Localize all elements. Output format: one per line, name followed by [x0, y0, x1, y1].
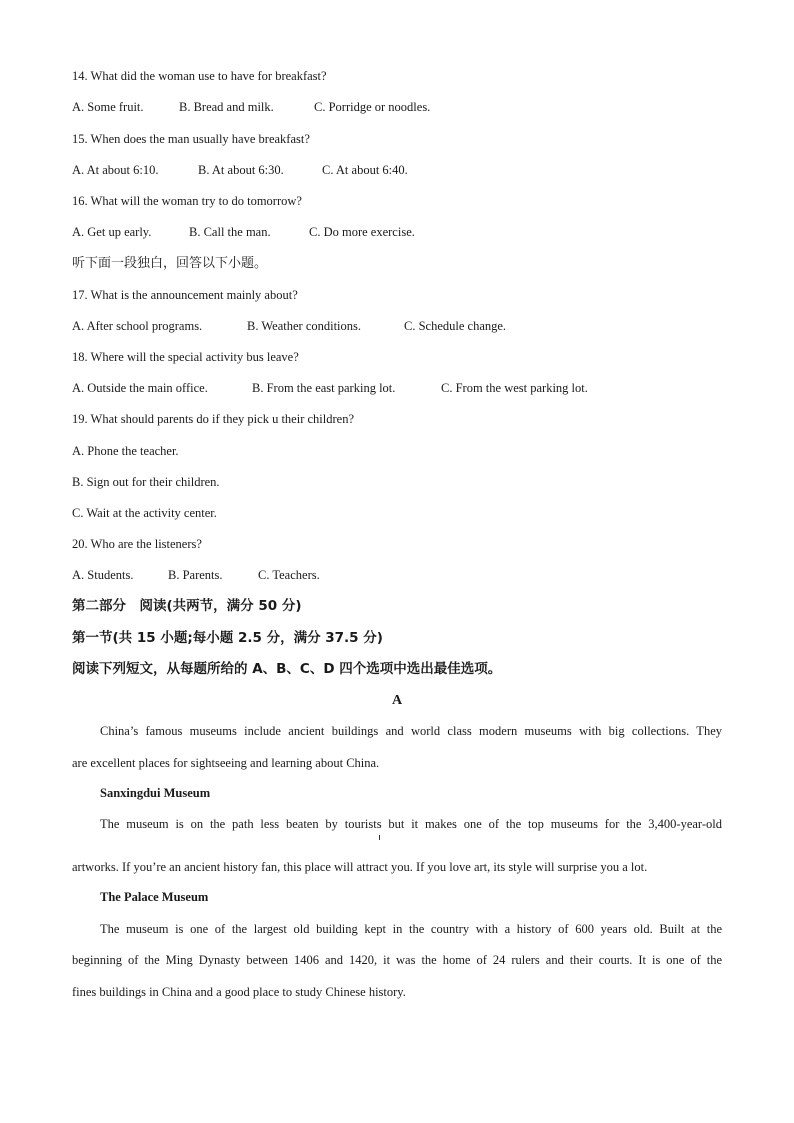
- museum-1-line-1: The museum is on the path less beaten by tourists but it makes one of the top museums for the 3,400-year-old: [100, 817, 722, 831]
- museum-1-line-2: artworks. If you’re an ancient history fan, this place will attract you. If you love art, its style will surprise you a lot.: [72, 860, 648, 874]
- reading-instruction: 阅读下列短文，从每题所给的 A、B、C、D 四个选项中选出最佳选项。: [72, 661, 502, 677]
- question-19: 19. What should parents do if they pick u their children?: [72, 412, 354, 426]
- option-c: C. Do more exercise.: [309, 225, 415, 239]
- options-17: [72, 318, 506, 334]
- museum-1-title: Sanxingdui Museum: [100, 786, 211, 800]
- option-a: A. Some fruit.: [72, 100, 144, 114]
- options-16: [72, 224, 415, 240]
- question-16: 16. What will the woman try to do tomorrow?: [72, 194, 302, 208]
- option-a: A. Students.: [72, 568, 134, 582]
- intro-line-1: China’s famous museums include ancient buildings and world class modern museums with big collections. They: [100, 724, 722, 738]
- museum-2-title: The Palace Museum: [100, 890, 209, 904]
- option-b: B. Weather conditions.: [247, 319, 362, 333]
- options-15: [72, 162, 408, 178]
- option-c: C. Wait at the activity center.: [72, 506, 217, 520]
- option-b: B. From the east parking lot.: [252, 381, 396, 395]
- part-title: 第二部分 阅读(共两节，满分 50 分): [72, 598, 302, 614]
- option-c: C. Schedule change.: [404, 319, 507, 333]
- options-14: [72, 99, 430, 115]
- option-b: B. Bread and milk.: [179, 100, 274, 114]
- passage-letter: A: [391, 693, 403, 708]
- museum-2-line-2: beginning of the Ming Dynasty between 1406 and 1420, it was the home of 24 rulers and their courts. It is one of the: [72, 953, 722, 967]
- section-subtitle: 第一节(共 15 小题;每小题 2.5 分，满分 37.5 分): [72, 630, 383, 646]
- question-18: 18. Where will the special activity bus leave?: [72, 350, 299, 364]
- option-c: C. Teachers.: [258, 568, 320, 582]
- intro-line-2: are excellent places for sightseeing and learning about China.: [72, 756, 380, 770]
- question-15: 15. When does the man usually have breakfast?: [72, 132, 310, 146]
- option-c: C. At about 6:40.: [322, 163, 408, 177]
- option-c: C. Porridge or noodles.: [314, 100, 431, 114]
- option-a: A. After school programs.: [72, 319, 203, 333]
- option-a: A. Phone the teacher.: [72, 444, 179, 458]
- option-a: A. At about 6:10.: [72, 163, 159, 177]
- question-17: 17. What is the announcement mainly about?: [72, 288, 298, 302]
- option-a: A. Outside the main office.: [72, 381, 208, 395]
- museum-2-line-1: The museum is one of the largest old building kept in the country with a history of 600 years old. Built at the: [100, 922, 722, 936]
- museum-2-line-3: fines buildings in China and a good place to study Chinese history.: [72, 985, 406, 999]
- punctuation-mark: [379, 835, 380, 840]
- option-b: B. Parents.: [168, 568, 223, 582]
- options-20: [72, 567, 320, 583]
- question-20: 20. Who are the listeners?: [72, 537, 202, 551]
- option-b: B. Sign out for their children.: [72, 475, 220, 489]
- option-b: B. Call the man.: [189, 225, 271, 239]
- listening-instruction: 听下面一段独白，回答以下小题。: [72, 256, 268, 271]
- option-a: A. Get up early.: [72, 225, 152, 239]
- option-b: B. At about 6:30.: [198, 163, 284, 177]
- options-18: [72, 380, 588, 396]
- option-c: C. From the west parking lot.: [441, 381, 588, 395]
- question-14: 14. What did the woman use to have for breakfast?: [72, 69, 327, 83]
